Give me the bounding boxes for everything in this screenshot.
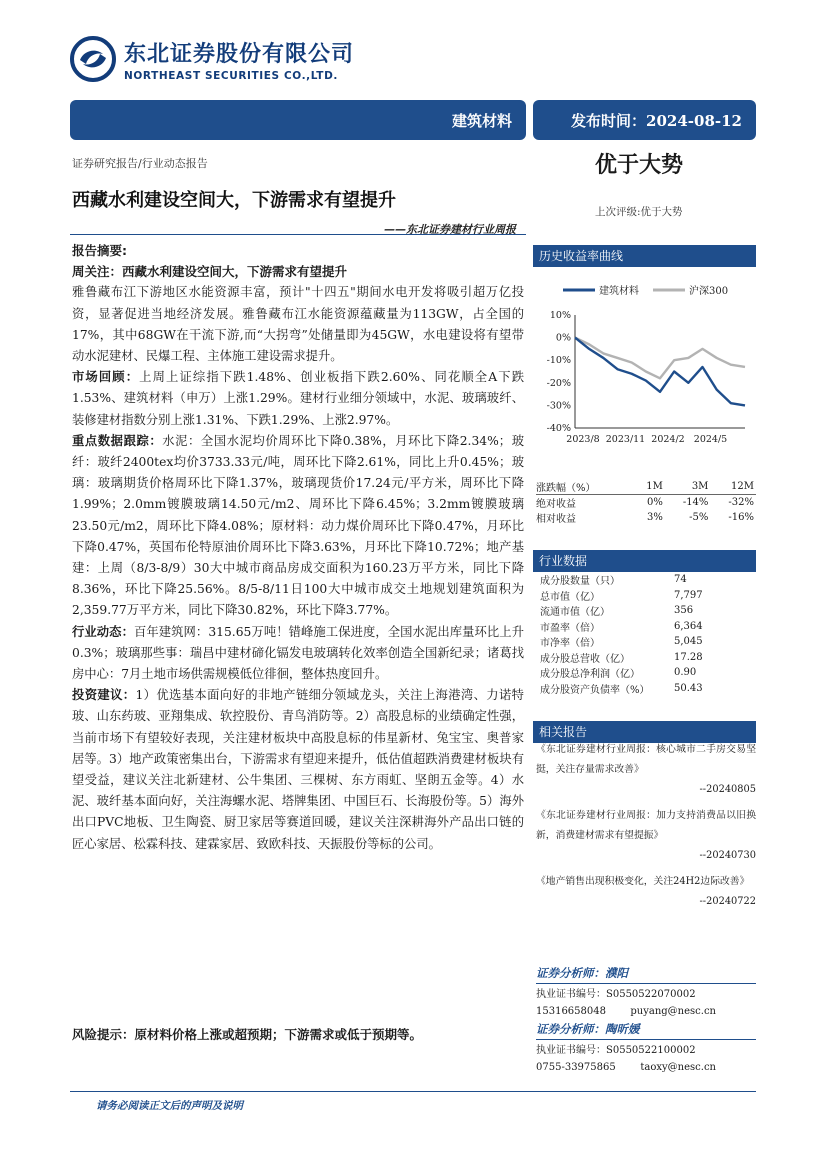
chart-y-tick-label: -10% bbox=[546, 355, 571, 367]
report-title: 西藏水利建设空间大，下游需求有望提升 bbox=[72, 190, 396, 211]
tracking-text: 水泥：全国水泥均价周环比下降0.38%，月环比下降2.34%；玻纤：玻纤2400tex均价3733.33元/吨，周环比下降2.61%，同比上升0.45%；玻璃：玻璃期货价格周环比下降1.37%，玻璃现货价17.24元/平方米，周环比下降1.99%；2.0mm镀膜玻璃14.50元/m2、周环比下降6.45%；3.2mm镀膜玻璃23.50元/m2，周环比下降4.08%；原材料：动力煤价周环比下降0.47%，月环比下降0.47%，英国布伦特原油价周环比下降3.63%，月环比下降10.72%；地产基建：上周（8/3-8/9）30大中城市商品房成交面积为160.23万平方米，同比下降8.36%，环比下降25.56%。8/5-8/11日100大中城市成交土地规划建筑面积为2,359.77万平方米，同比下降30.82%，环比下降3.77%。 bbox=[72, 433, 524, 618]
risk-warning: 风险提示：原材料价格上涨或超预期；下游需求或低于预期等。 bbox=[72, 1027, 423, 1042]
related-reports-heading: 相关报告 bbox=[533, 721, 756, 743]
footer-divider bbox=[70, 1091, 756, 1092]
advice-text: 1）优选基本面向好的非地产链细分领域龙头，关注上海港湾、力诺特玻、山东药玻、亚翔集成、软控股份、青鸟消防等。2）高股息标的业绩确定性强，当前市场下有望较好表现，关注建材板块中高股息标的伟星新材、兔宝宝、奥普家居等。3）地产政策密集出台，下游需求有望迎来提升，低估值超跌消费建材板块有望受益，建议关注北新建材、公牛集团、三棵树、东方雨虹、坚朗五金等。4）水泥、玻纤基本面向好，关注海螺水泥、塔牌集团、中国巨石、长海股份等。5）海外出口PVC地板、卫生陶瓷、厨卫家居等赛道回暖，建议关注深耕海外产品出口链的匠心家居、松霖科技、建霖家居、致欧科技、天振股份等标的公司。 bbox=[72, 688, 524, 851]
related-report-date: --20240730 bbox=[699, 850, 756, 861]
industry-data-row bbox=[540, 572, 756, 588]
investment-advice bbox=[72, 685, 524, 855]
returns-label: 涨跌幅（%） bbox=[536, 479, 634, 495]
history-chart-heading: 历史收益率曲线 bbox=[533, 245, 756, 267]
related-report-title[interactable]: 《东北证券建材行业周报：加力支持消费品以旧换新，消费建材需求有望提振》 bbox=[536, 810, 756, 841]
related-report-title[interactable]: 《地产销售出现积极变化，关注24H2边际改善》 bbox=[536, 876, 750, 887]
report-abstract bbox=[72, 240, 524, 855]
analyst-email[interactable]: taoxy@nesc.cn bbox=[640, 1062, 716, 1073]
report-type: 证券研究报告/行业动态报告 bbox=[72, 157, 208, 170]
returns-value: 3M bbox=[665, 479, 711, 495]
analyst-name: 证券分析师：陶昕媛 bbox=[536, 1022, 640, 1036]
analyst-2 bbox=[536, 1021, 756, 1076]
related-report-title[interactable]: 《东北证券建材行业周报：核心城市二手房交易坚挺，关注存量需求改善》 bbox=[536, 744, 756, 775]
chart-legend-label: 沪深300 bbox=[689, 286, 729, 297]
chart-y-tick-label: 0% bbox=[555, 332, 571, 344]
returns-value: 3% bbox=[647, 512, 663, 523]
analyst-phone: 15316658048 bbox=[536, 1006, 606, 1017]
company-logo-icon bbox=[70, 36, 116, 82]
industry-metric-label: 成分股数量（只） bbox=[540, 576, 620, 588]
returns-value: 12M bbox=[710, 479, 756, 495]
date-banner bbox=[533, 100, 756, 140]
related-report-date: --20240722 bbox=[699, 896, 756, 907]
returns-label: 相对收益 bbox=[536, 514, 576, 525]
sector-banner bbox=[70, 100, 526, 140]
focus-text: 雅鲁藏布江下游地区水能资源丰富，预计"十四五"期间水电开发将吸引超万亿投资，显著促进当地经济发展。雅鲁藏布江水能资源蕴藏量为113GW，占全国的17%，其中68GW在干流下游,而“大拐弯”处储量即为45GW，水电建设将有望带动水泥建材、民爆工程、主体施工建设需求提升。 bbox=[72, 285, 524, 364]
chart-y-tick-label: -40% bbox=[546, 423, 571, 434]
industry-metric-label: 成分股总营收（亿） bbox=[540, 653, 630, 665]
company-name-cn: 东北证券股份有限公司 bbox=[124, 41, 355, 67]
industry-dynamics bbox=[72, 622, 524, 686]
industry-data-row bbox=[540, 650, 756, 666]
chart-y-tick-label: 10% bbox=[549, 310, 571, 321]
returns-value: -16% bbox=[728, 512, 754, 523]
industry-data-row bbox=[540, 603, 756, 619]
company-logo bbox=[70, 36, 354, 82]
report-subtitle: ——东北证券建材行业周报 bbox=[384, 223, 516, 236]
analyst-divider bbox=[536, 1039, 756, 1040]
returns-value: 1M bbox=[634, 479, 665, 495]
industry-metric-value: 17.28 bbox=[674, 651, 703, 663]
chart-y-tick-label: -20% bbox=[546, 377, 571, 389]
returns-label: 绝对收益 bbox=[536, 499, 576, 510]
analyst-phone: 0755-33975865 bbox=[536, 1062, 616, 1073]
industry-metric-label: 市盈率（倍） bbox=[540, 622, 600, 634]
market-review bbox=[72, 367, 524, 431]
analyst-email[interactable]: puyang@nesc.cn bbox=[630, 1006, 716, 1017]
chart-x-tick-label: 2024/5 bbox=[693, 434, 728, 445]
chart-legend-label: 建筑材料 bbox=[599, 286, 639, 297]
analyst-cert: 执业证书编号：S0550522070002 bbox=[536, 989, 696, 1000]
dynamics-label: 行业动态： bbox=[72, 624, 134, 639]
industry-data-row bbox=[540, 681, 756, 697]
company-name-en: NORTHEAST SECURITIES CO.,LTD. bbox=[124, 69, 338, 82]
chart-x-tick-label: 2023/11 bbox=[605, 434, 646, 445]
tracking-label: 重点数据跟踪： bbox=[72, 433, 163, 448]
industry-data-heading: 行业数据 bbox=[533, 550, 756, 572]
history-chart bbox=[533, 270, 756, 460]
analyst-1 bbox=[536, 965, 756, 1020]
publish-date: 发布时间：2024-08-12 bbox=[571, 111, 742, 130]
industry-data-row bbox=[540, 588, 756, 604]
history-chart-svg bbox=[533, 270, 756, 460]
industry-metric-value: 356 bbox=[674, 605, 694, 617]
returns-value: -5% bbox=[689, 512, 709, 523]
sector-label: 建筑材料 bbox=[451, 111, 512, 130]
industry-metric-value: 50.43 bbox=[674, 682, 703, 694]
chart-x-tick-label: 2024/2 bbox=[651, 434, 685, 445]
industry-metric-value: 7,797 bbox=[674, 589, 703, 601]
chart-x-tick-label: 2023/8 bbox=[566, 434, 600, 445]
related-reports-list bbox=[536, 740, 756, 918]
focus-heading: 周关注：西藏水利建设空间大，下游需求有望提升 bbox=[72, 264, 348, 280]
market-label: 市场回顾： bbox=[72, 370, 140, 385]
industry-metric-label: 总市值（亿） bbox=[540, 591, 600, 603]
returns-table bbox=[536, 479, 756, 525]
industry-metric-value: 5,045 bbox=[674, 636, 703, 648]
chart-series-line-0 bbox=[575, 338, 745, 406]
related-report-date: --20240805 bbox=[699, 784, 756, 795]
industry-metric-label: 成分股资产负债率（%） bbox=[540, 684, 650, 696]
industry-metric-value: 6,364 bbox=[674, 620, 703, 632]
data-tracking bbox=[72, 431, 524, 622]
analyst-divider bbox=[536, 983, 756, 984]
industry-data-table bbox=[540, 572, 756, 696]
industry-metric-label: 成分股总净利润（亿） bbox=[540, 669, 640, 681]
analyst-cert: 执业证书编号：S0550522100002 bbox=[536, 1045, 696, 1056]
industry-metric-value: 74 bbox=[674, 574, 687, 586]
chart-y-tick-label: -30% bbox=[546, 400, 571, 412]
industry-metric-label: 流通市值（亿） bbox=[540, 607, 610, 619]
returns-value: -32% bbox=[728, 497, 754, 508]
industry-data-row bbox=[540, 619, 756, 635]
returns-row bbox=[536, 510, 756, 525]
advice-label: 投资建议： bbox=[72, 688, 136, 703]
current-rating: 优于大势 bbox=[595, 153, 684, 178]
analyst-name: 证券分析师：濮阳 bbox=[536, 966, 628, 980]
chart-series-line-1 bbox=[575, 338, 745, 379]
footer-disclaimer: 请务必阅读正文后的声明及说明 bbox=[96, 1100, 243, 1112]
dynamics-text: 百年建筑网：315.65万吨！错峰施工保进度，全国水泥出库量环比上升0.3%；玻璃那些事：瑞昌中建材碲化镉发电玻璃转化效率创造全国新纪录；诸葛找房中心：7月土地市场供需规模低位徘徊，整体热度回升。 bbox=[72, 624, 524, 682]
industry-metric-label: 市净率（倍） bbox=[540, 638, 600, 650]
returns-value: 0% bbox=[647, 497, 663, 508]
title-divider bbox=[70, 234, 526, 235]
returns-value: -14% bbox=[682, 497, 709, 508]
abstract-heading: 报告摘要: bbox=[72, 243, 127, 258]
market-text: 上周上证综指下跌1.48%、创业板指下跌2.60%、同花顺全A下跌1.53%、建筑材料（申万）上涨1.29%。建材行业细分领域中，水泥、玻璃玻纤、装修建材指数分别上涨1.31%、下跌1.29%、上涨2.97%。 bbox=[72, 370, 524, 427]
industry-data-row bbox=[540, 634, 756, 650]
industry-data-row bbox=[540, 665, 756, 681]
previous-rating: 上次评级:优于大势 bbox=[595, 206, 683, 218]
industry-metric-value: 0.90 bbox=[674, 667, 697, 679]
returns-header-row bbox=[536, 479, 756, 495]
returns-row bbox=[536, 495, 756, 511]
